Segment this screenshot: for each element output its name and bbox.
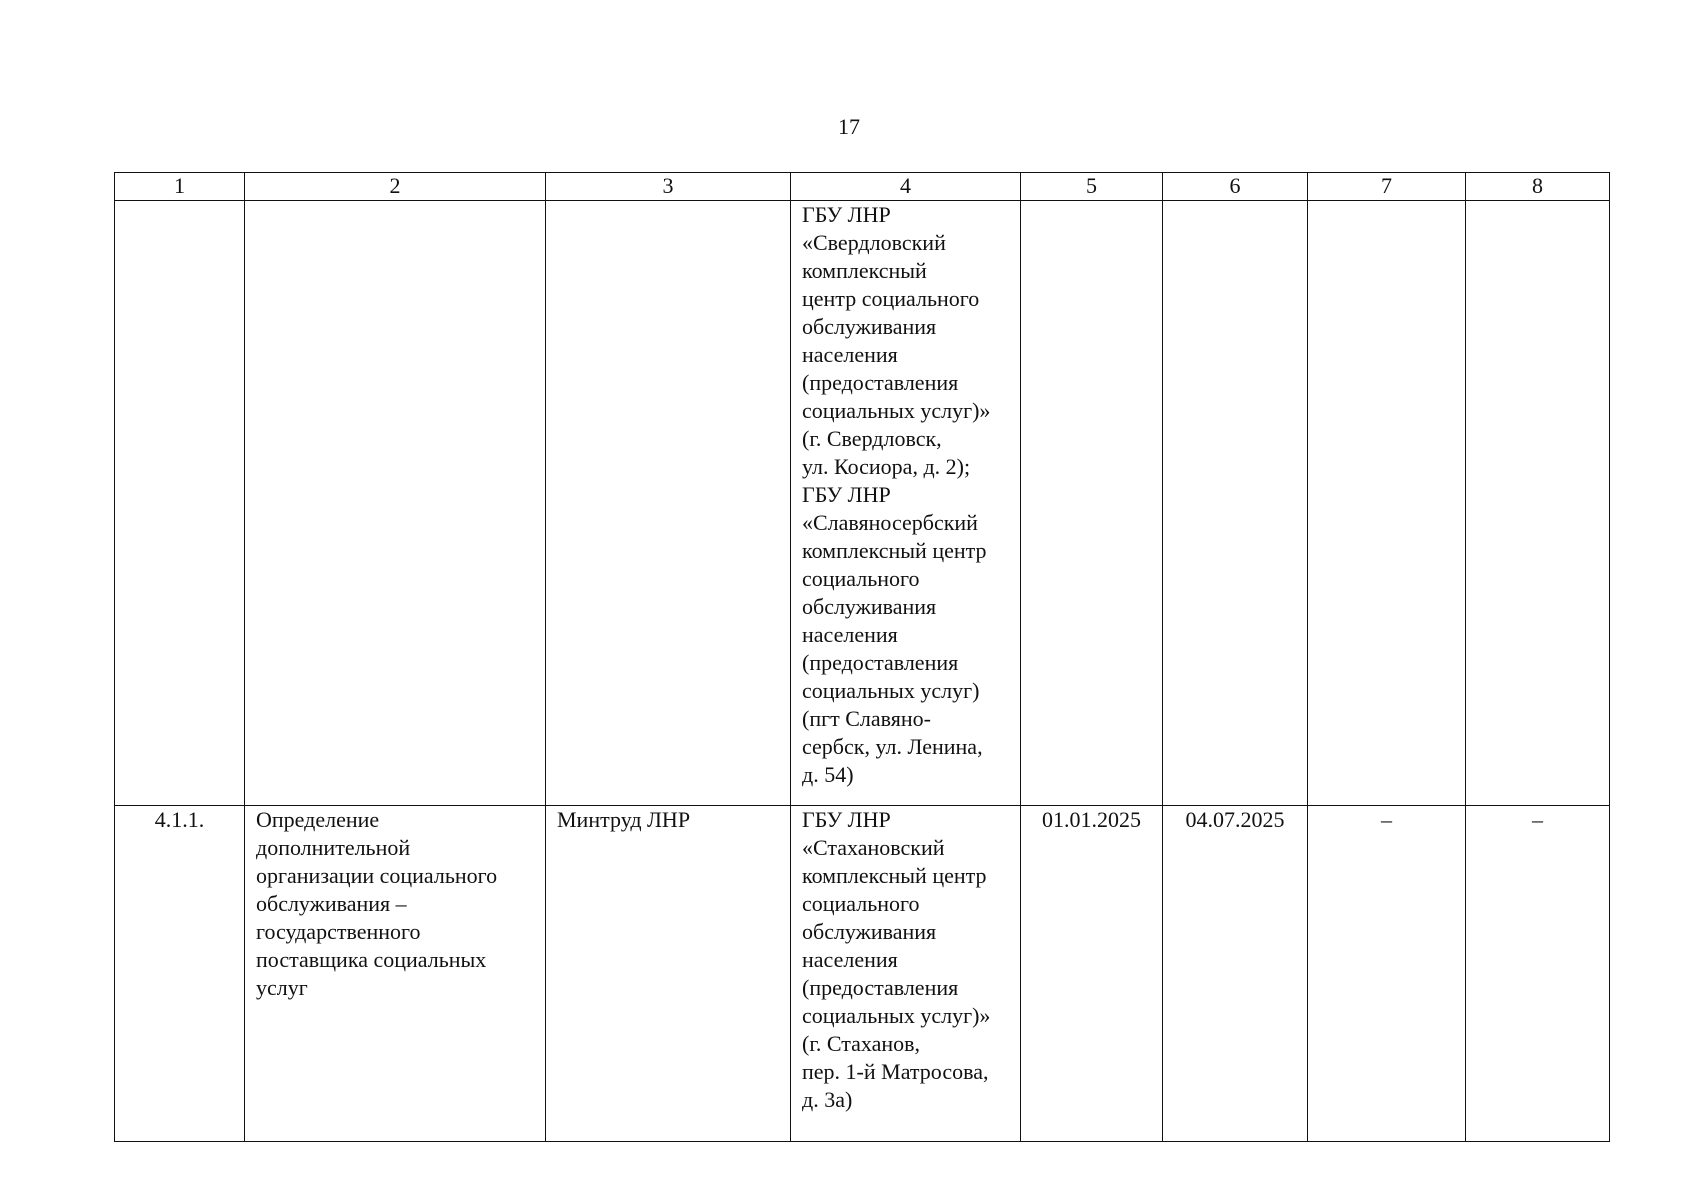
end-date-cell: 04.07.2025 <box>1163 806 1308 1142</box>
column-header-4: 4 <box>791 173 1021 201</box>
cell-text-line: услуг <box>256 975 308 1000</box>
column-header-2: 2 <box>245 173 546 201</box>
cell-text-line: д. 3а) <box>802 1087 853 1112</box>
cell-text-line: д. 54) <box>802 762 854 787</box>
start-date-cell: 01.01.2025 <box>1021 806 1163 1142</box>
cell-text-line: ул. Косиора, д. 2); <box>802 454 971 479</box>
cell-text-line: социальных услуг) <box>802 678 980 703</box>
cell-text-line: (предоставления <box>802 650 959 675</box>
cell-text-line: государственного <box>256 919 421 944</box>
cell-text-line: Определение <box>256 807 380 832</box>
organization-cell <box>791 201 1021 806</box>
cell-text-line: «Свердловский <box>802 230 946 255</box>
cell-text-line: дополнительной <box>256 835 411 860</box>
document-table <box>114 172 1610 1142</box>
column-8-cell <box>1466 201 1610 806</box>
cell-text-line: социального <box>802 566 920 591</box>
cell-text-line: пер. 1-й Матросова, <box>802 1059 989 1084</box>
column-7-cell <box>1308 201 1466 806</box>
cell-text-line: (г. Стаханов, <box>802 1031 921 1056</box>
cell-text-line: (пгт Славяно- <box>802 706 931 731</box>
cell-text-line: «Стахановский <box>802 835 945 860</box>
table-row <box>115 201 1610 806</box>
cell-text-line: населения <box>802 342 898 367</box>
page-number: 17 <box>838 114 860 139</box>
cell-text-line: комплексный <box>802 258 927 283</box>
cell-text-line: социального <box>802 891 920 916</box>
cell-text-line: населения <box>802 622 898 647</box>
cell-text-line: «Славяносербский <box>802 510 978 535</box>
column-header-8: 8 <box>1466 173 1610 201</box>
cell-text-line: обслуживания – <box>256 891 407 916</box>
cell-text-line: (г. Свердловск, <box>802 426 942 451</box>
cell-text-line: обслуживания <box>802 594 937 619</box>
cell-text-line: комплексный центр <box>802 863 987 888</box>
cell-text-line: (предоставления <box>802 975 959 1000</box>
item-number-cell <box>115 201 245 806</box>
organization-cell <box>791 806 1021 1142</box>
cell-text-line: ГБУ ЛНР <box>802 202 891 227</box>
end-date-cell <box>1163 201 1308 806</box>
cell-text-line: комплексный центр <box>802 538 987 563</box>
column-header-7: 7 <box>1308 173 1466 201</box>
activity-name-cell <box>245 201 546 806</box>
column-header-5: 5 <box>1021 173 1163 201</box>
cell-text-line: обслуживания <box>802 314 937 339</box>
responsible-executor-cell <box>546 201 791 806</box>
column-8-cell: – <box>1466 806 1610 1142</box>
start-date-cell <box>1021 201 1163 806</box>
cell-text-line: социальных услуг)» <box>802 1003 991 1028</box>
cell-text-line: (предоставления <box>802 370 959 395</box>
cell-text-line: ГБУ ЛНР <box>802 807 891 832</box>
column-header-1: 1 <box>115 173 245 201</box>
cell-text-line: организации социального <box>256 863 498 888</box>
column-header-6: 6 <box>1163 173 1308 201</box>
cell-text-line: центр социального <box>802 286 980 311</box>
column-7-cell: – <box>1308 806 1466 1142</box>
table-header-row <box>115 173 1610 201</box>
table-row <box>115 806 1610 1142</box>
column-header-3: 3 <box>546 173 791 201</box>
cell-text-line: социальных услуг)» <box>802 398 991 423</box>
activity-name-cell <box>245 806 546 1142</box>
responsible-executor-cell: Минтруд ЛНР <box>546 806 791 1142</box>
cell-text-line: поставщика социальных <box>256 947 487 972</box>
cell-text-line: сербск, ул. Ленина, <box>802 734 983 759</box>
item-number-cell: 4.1.1. <box>115 806 245 1142</box>
cell-text-line: ГБУ ЛНР <box>802 482 891 507</box>
cell-text-line: обслуживания <box>802 919 937 944</box>
cell-text-line: населения <box>802 947 898 972</box>
